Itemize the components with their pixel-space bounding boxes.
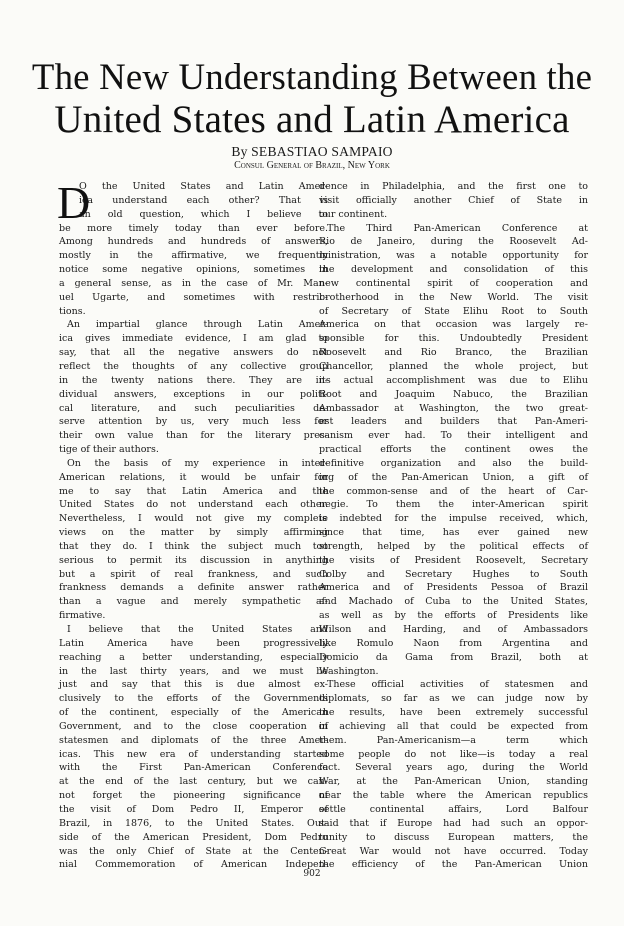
text-line: some people do not like—is today a real (319, 748, 588, 760)
text-line: just and say that this is due almost ex- (59, 679, 328, 691)
text-line: Brazil, in 1876, to the United States. Out- (59, 817, 328, 829)
byline: By SEBASTIAO SAMPAIO (231, 144, 393, 159)
text-line: dividual answers, exceptions in our politi- (59, 388, 328, 400)
text-line: of the continent, especially of the American (59, 707, 328, 719)
text-line: be more timely today than ever before. (59, 222, 328, 234)
text-line: est leaders and builders that Pan-Ameri- (319, 416, 588, 428)
text-line: not forget the pioneering significance of (59, 790, 328, 802)
text-line: frankness demands a definite answer rather (59, 582, 328, 594)
text-line: visit officially another Chief of State in (319, 194, 588, 206)
text-line: in the last thirty years, and we must be (59, 665, 328, 677)
text-line: definitive organization and also the build- (319, 457, 588, 469)
text-line: but a spirit of real frankness, and such (59, 568, 328, 580)
text-line: its actual accomplishment was due to Elihu (319, 374, 588, 386)
text-line: Chancellor, planned the whole project, but (319, 360, 588, 372)
text-line: Nevertheless, I would not give my complete (59, 513, 328, 525)
text-line: The Third Pan-American Conference at (327, 222, 588, 234)
text-line: cal literature, and such peculiarities de- (59, 402, 328, 414)
text-line: the results, have been extremely successful (319, 707, 588, 719)
text-line: an old question, which I believe to (79, 208, 328, 220)
text-line: with the First Pan-American Conference (59, 762, 328, 774)
text-line: Government, and to the close cooperation of (59, 720, 328, 732)
text-line: Among hundreds and hundreds of answers, (59, 236, 328, 248)
text-line: say, that all the negative answers do not (59, 347, 328, 359)
text-line: near the table where the American republics (319, 790, 588, 802)
text-line: sponsible for this. Undoubtedly President (319, 333, 588, 345)
text-line: icas. This new era of understanding started (59, 748, 328, 760)
text-line: practical efforts the continent owes the (319, 444, 588, 456)
text-line: America and of Presidents Pessoa of Brazil (319, 582, 588, 594)
text-line: notice some negative opinions, sometimes in (59, 264, 328, 276)
text-line: Domicio da Gama from Brazil, both at (319, 651, 588, 663)
text-line: statesmen and diplomats of the three Amer- (59, 734, 328, 746)
text-line: America on that occasion was largely re- (319, 319, 588, 331)
text-line: O the United States and Latin Amer- (79, 181, 328, 192)
text-line: mostly in the affirmative, we frequently (59, 250, 328, 262)
text-line: in the twenty nations there. They are in- (59, 374, 328, 386)
text-line: reflect the thoughts of any collective group (59, 360, 328, 372)
text-line: Latin America have been progressively (59, 637, 328, 649)
text-line: serious to permit its discussion in anything (59, 554, 328, 566)
text-line: serve attention by us, very much less for (59, 416, 328, 428)
text-line: An impartial glance through Latin Amer- (67, 319, 328, 331)
text-line: since that time, has ever gained new (319, 527, 588, 539)
text-line: the visit of Dom Pedro II, Emperor of (59, 803, 328, 815)
text-line: tions. (59, 305, 86, 317)
text-line: War, at the Pan-American Union, standing (319, 776, 588, 788)
article-title-line-2: United States and Latin America (54, 98, 570, 141)
page-number: 902 (303, 869, 321, 879)
text-line: Root and Joaquim Nabuco, the Brazilian (319, 388, 588, 400)
text-line: uel Ugarte, and sometimes with restric- (59, 291, 328, 303)
text-line: a general sense, as in the case of Mr. Man- (59, 277, 328, 289)
text-line: in achieving all that could be expected from (319, 720, 588, 732)
article-title-line-1: The New Understanding Between the (31, 56, 593, 97)
left-column (57, 177, 328, 872)
text-line: Rio de Janeiro, during the Roosevelt Ad- (319, 236, 588, 248)
text-line: brotherhood in the New World. The visit (319, 291, 588, 303)
text-line: United States do not understand each other. (59, 499, 328, 511)
text-line: the efficiency of the Pan-American Union (319, 859, 588, 871)
text-line: as well as by the efforts of Presidents like (319, 610, 588, 622)
text-line: dence in Philadelphia, and the first one to (319, 181, 588, 192)
text-line: said that if Europe had had such an oppor- (319, 817, 588, 829)
text-line: On the basis of my experience in inter- (67, 457, 328, 469)
text-line: strength, helped by the political effects of (319, 540, 588, 552)
text-line: settle continental affairs, Lord Balfour (319, 803, 588, 815)
text-line: Washington. (319, 665, 379, 677)
text-line: canism ever had. To their intelligent and (319, 430, 588, 442)
text-line: negie. To them the inter-American spirit (319, 499, 588, 511)
text-line: Great War would not have occurred. Today (319, 845, 588, 857)
text-line: diplomats, so far as we can judge now by (319, 693, 588, 705)
text-line: of Secretary of State Elihu Root to South (319, 305, 588, 317)
text-line: ministration, was a notable opportunity for (319, 250, 588, 262)
text-line: fact. Several years ago, during the World (319, 762, 588, 774)
drop-cap: D (57, 177, 91, 228)
text-line: views on the matter by simply affirming (59, 527, 328, 539)
text-line: tige of their authors. (59, 444, 159, 456)
text-line: at the end of the last century, but we can- (59, 776, 328, 788)
text-line: I believe that the United States and (67, 624, 328, 635)
text-line: that they do. I think the subject much too (59, 540, 328, 552)
text-line: and Machado of Cuba to the United States, (319, 596, 588, 608)
author-affiliation: Consul General of Brazil, New York (234, 160, 390, 171)
text-line: was the only Chief of State at the Centen- (59, 845, 328, 857)
text-line: is indebted for the impulse received, which, (319, 513, 588, 525)
text-line: than a vague and merely sympathetic af- (59, 596, 328, 608)
text-line: our continent. (319, 208, 388, 220)
text-line: ing of the Pan-American Union, a gift of (319, 471, 588, 483)
text-line: their own value than for the literary pres- (59, 430, 328, 442)
text-line: Ambassador at Washington, the two great- (319, 402, 588, 414)
text-line: Wilson and Harding, and of Ambassadors (319, 624, 588, 635)
text-line: nial Commemoration of American Indepen- (59, 859, 328, 871)
text-line: the common-sense and of the heart of Car- (319, 485, 588, 497)
text-line: firmative. (59, 610, 106, 622)
text-line: ica gives immediate evidence, I am glad to (59, 333, 328, 345)
text-line: American relations, it would be unfair for (59, 471, 328, 483)
text-line: me to say that Latin America and the (59, 485, 328, 497)
text-line: reaching a better understanding, especially (59, 651, 328, 663)
right-column (319, 180, 588, 872)
text-line: like Romulo Naon from Argentina and (319, 637, 588, 649)
text-line: Colby and Secretary Hughes to South (319, 568, 588, 580)
text-line: side of the American President, Dom Pedro (59, 831, 328, 843)
text-line: them. Pan-Americanism—a term which (319, 734, 588, 746)
text-line: new continental spirit of cooperation and (319, 277, 588, 289)
text-line: These official activities of statesmen and (327, 679, 588, 691)
text-line: the development and consolidation of this (319, 264, 588, 276)
text-line: clusively to the efforts of the Governments (59, 693, 328, 705)
text-line: Roosevelt and Rio Branco, the Brazilian (319, 347, 588, 359)
text-line: ica understand each other? That is (79, 194, 328, 206)
text-line: tunity to discuss European matters, the (319, 831, 588, 843)
text-line: the visits of President Roosevelt, Secretary (319, 554, 588, 566)
